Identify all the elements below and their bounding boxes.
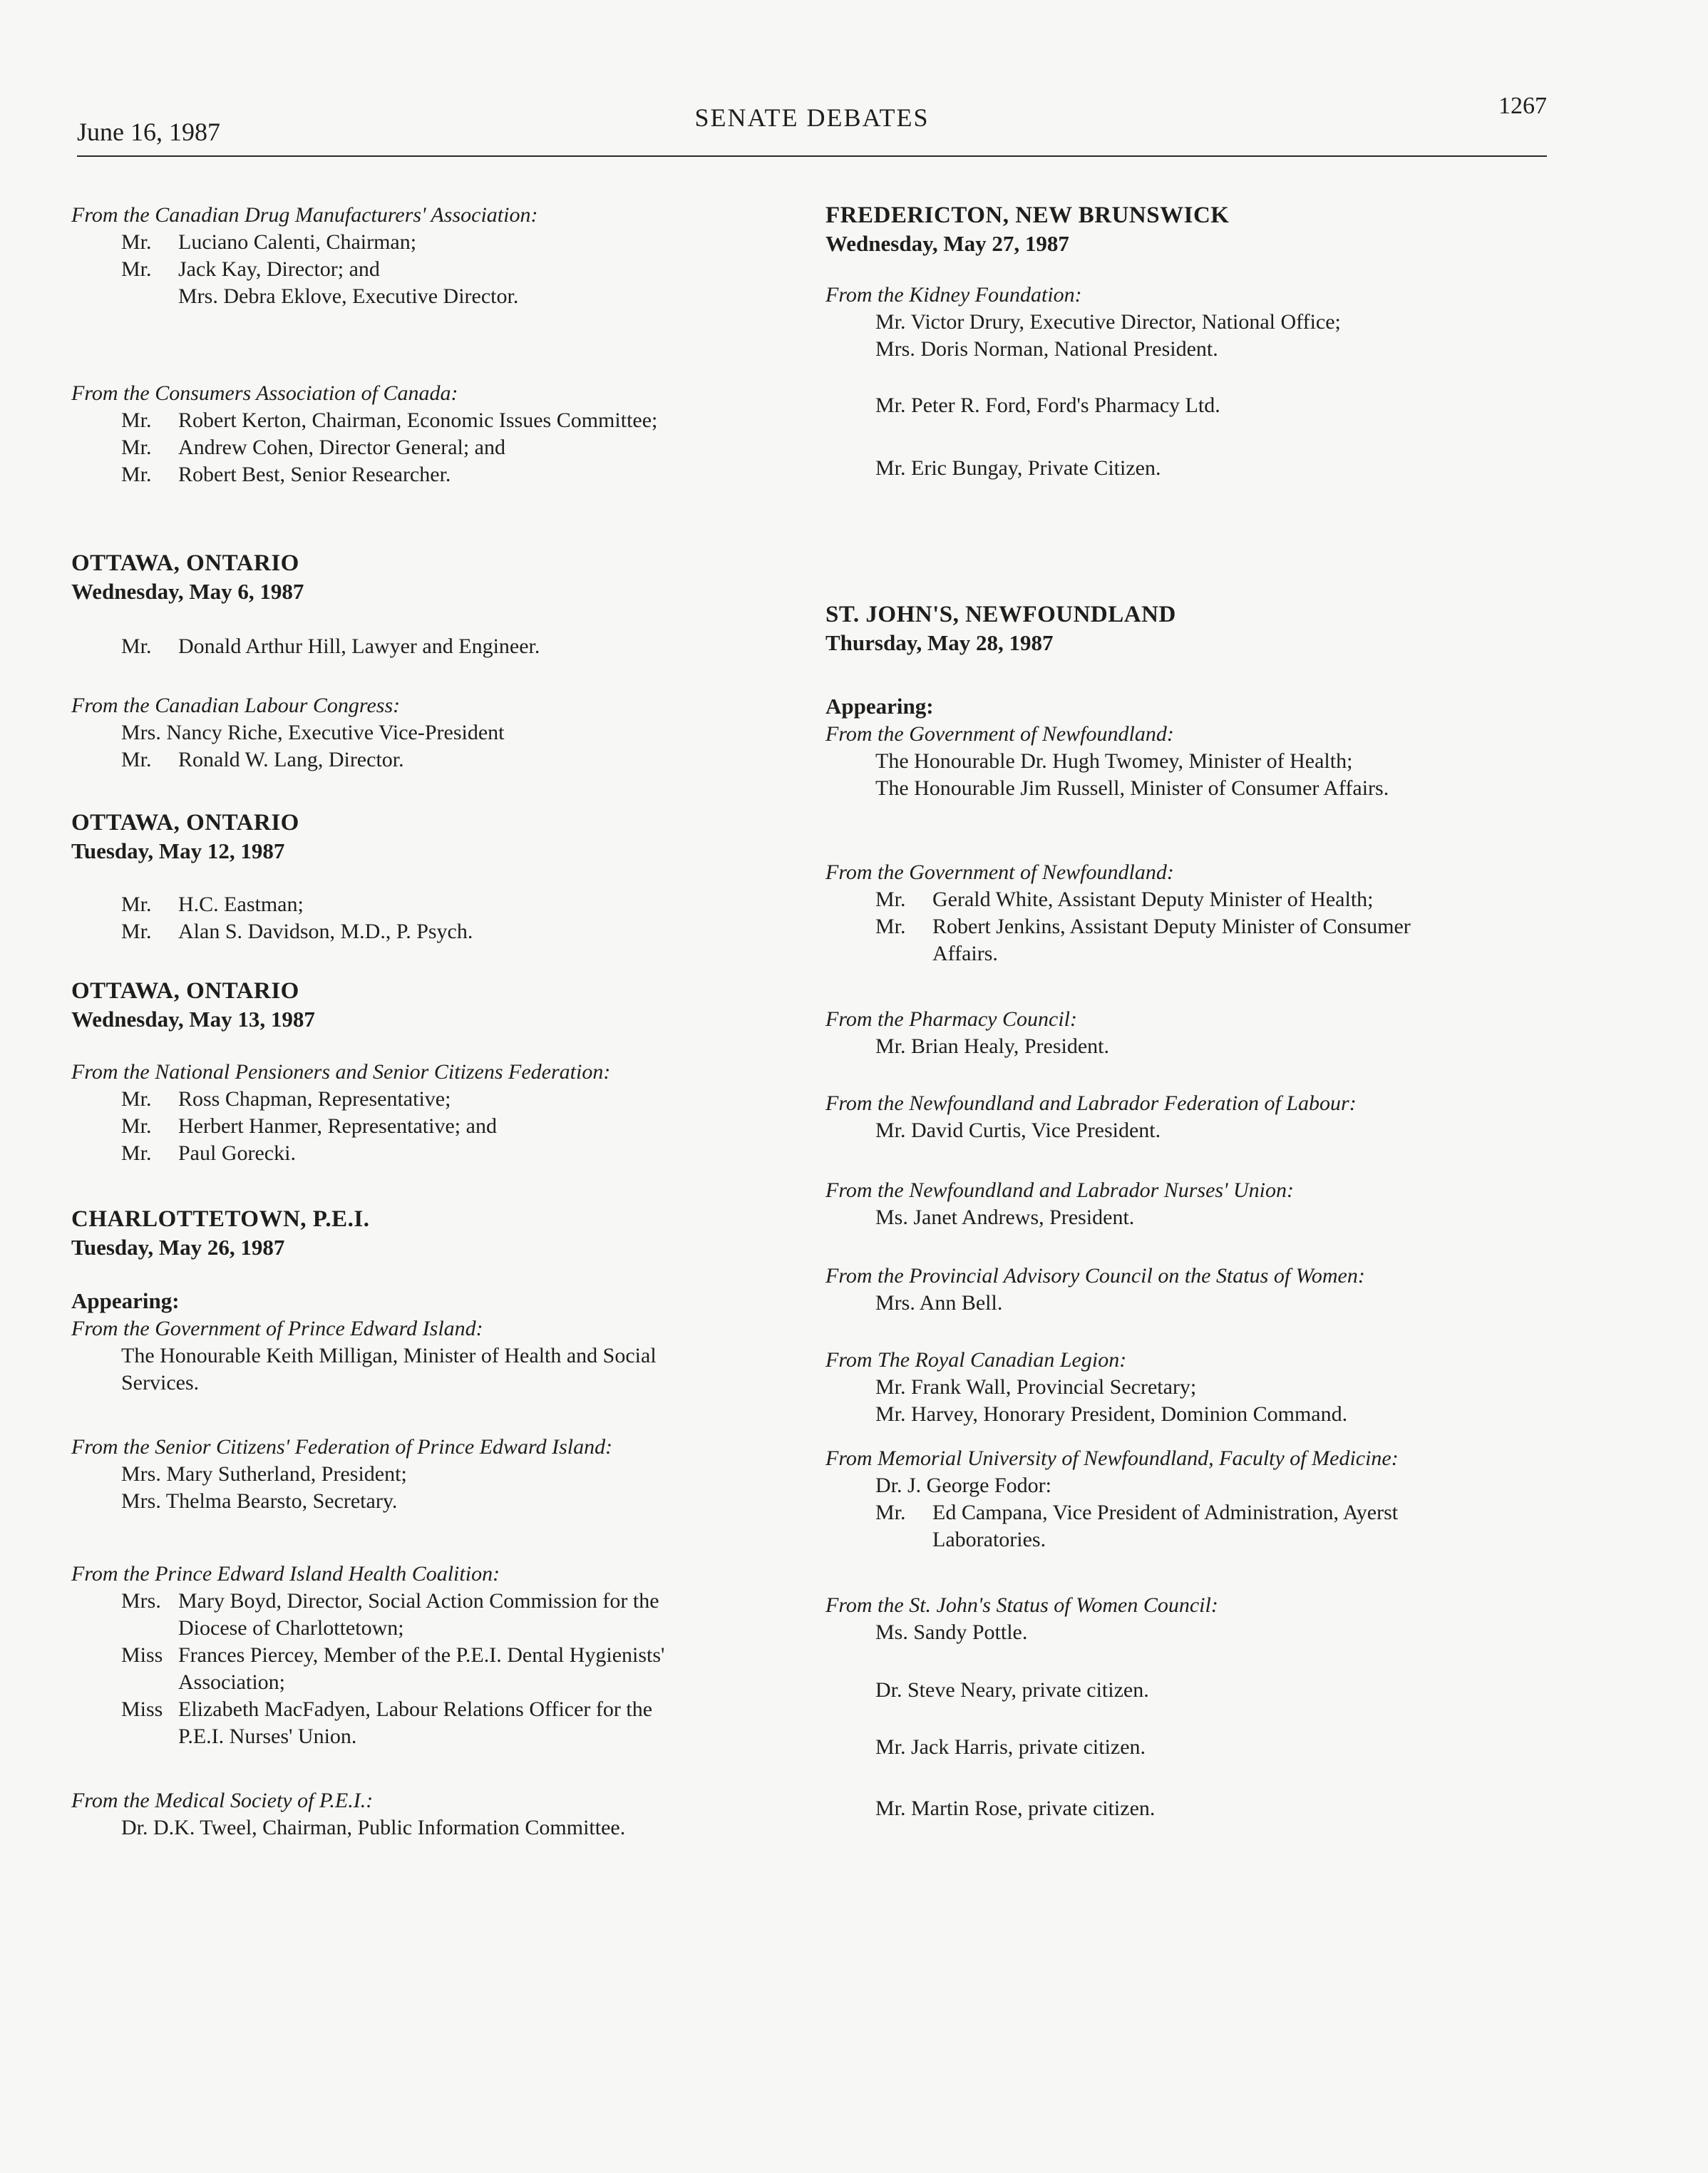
witness-name: Ms. Sandy Pottle. bbox=[875, 1620, 1028, 1644]
entry-block bbox=[71, 891, 827, 945]
witness-title: Mr. bbox=[121, 463, 152, 486]
witness-line bbox=[825, 775, 1595, 802]
entry-block bbox=[825, 392, 1595, 419]
witness-name: Dr. J. George Fodor: bbox=[875, 1474, 1051, 1497]
witness-name: Mr. Brian Healy, President. bbox=[875, 1034, 1109, 1058]
witness-title: Mr. bbox=[875, 888, 906, 911]
witness-name: Dr. Steve Neary, private citizen. bbox=[875, 1678, 1149, 1702]
witness-line bbox=[71, 1669, 827, 1696]
entry-block bbox=[825, 455, 1595, 482]
witness-name: Alan S. Davidson, M.D., P. Psych. bbox=[178, 920, 473, 943]
location-heading: CHARLOTTETOWN, P.E.I. bbox=[71, 1206, 370, 1232]
witness-name: Dr. D.K. Tweel, Chairman, Public Information Committee. bbox=[121, 1816, 626, 1839]
witness-name: Association; bbox=[178, 1670, 285, 1694]
witness-title: Mr. bbox=[121, 436, 152, 459]
location-heading: FREDERICTON, NEW BRUNSWICK bbox=[825, 202, 1230, 228]
witness-name: Mrs. Debra Eklove, Executive Director. bbox=[178, 284, 519, 308]
witness-line bbox=[71, 918, 827, 945]
organization-name: From the Kidney Foundation: bbox=[825, 283, 1082, 307]
witness-title: Mr. bbox=[121, 409, 152, 432]
witness-title: Mr. bbox=[121, 1141, 152, 1165]
hearing-date: Wednesday, May 6, 1987 bbox=[71, 579, 304, 604]
witness-line bbox=[825, 1734, 1595, 1761]
witness-name: Luciano Calenti, Chairman; bbox=[178, 230, 417, 254]
witness-name: Robert Kerton, Chairman, Economic Issues Committee; bbox=[178, 409, 658, 432]
witness-line bbox=[71, 461, 827, 488]
entry-block bbox=[825, 1795, 1595, 1822]
witness-line bbox=[71, 746, 827, 774]
entry-block bbox=[825, 1089, 1595, 1144]
witness-line bbox=[71, 1814, 827, 1841]
witness-title: Mr. bbox=[875, 1501, 906, 1524]
entry-block bbox=[71, 549, 827, 606]
witness-name: Mr. Harvey, Honorary President, Dominion Command. bbox=[875, 1402, 1348, 1426]
witness-title: Miss bbox=[121, 1643, 163, 1667]
entry-block bbox=[71, 692, 827, 774]
location-heading: OTTAWA, ONTARIO bbox=[71, 810, 299, 836]
hearing-date: Wednesday, May 27, 1987 bbox=[825, 231, 1069, 256]
witness-line bbox=[71, 1696, 827, 1723]
entry-block bbox=[825, 693, 1595, 802]
witness-name: Mr. Victor Drury, Executive Director, National Office; bbox=[875, 310, 1341, 334]
witness-title: Mr. bbox=[121, 635, 152, 658]
witness-line bbox=[71, 1615, 827, 1642]
witness-name: Mr. Jack Harris, private citizen. bbox=[875, 1735, 1146, 1759]
entry-block bbox=[825, 1005, 1595, 1060]
witness-title: Mr. bbox=[121, 920, 152, 943]
entry-block bbox=[71, 1787, 827, 1841]
entry-block bbox=[71, 633, 827, 660]
witness-title: Mr. bbox=[121, 1087, 152, 1111]
witness-line bbox=[71, 1642, 827, 1669]
witness-line bbox=[71, 256, 827, 283]
witness-name: Diocese of Charlottetown; bbox=[178, 1616, 404, 1640]
organization-name: From the Canadian Labour Congress: bbox=[71, 694, 401, 717]
witness-line bbox=[825, 336, 1595, 363]
page-number: 1267 bbox=[1498, 93, 1547, 119]
witness-name: Mrs. Mary Sutherland, President; bbox=[121, 1462, 407, 1486]
hearing-date: Tuesday, May 12, 1987 bbox=[71, 838, 285, 863]
entry-block bbox=[71, 808, 827, 865]
organization-name: From the Provincial Advisory Council on the Status of Women: bbox=[825, 1264, 1365, 1288]
witness-line bbox=[71, 1140, 827, 1167]
organization-name: From the Government of Prince Edward Island: bbox=[71, 1317, 483, 1340]
witness-name: Mr. Frank Wall, Provincial Secretary; bbox=[875, 1375, 1197, 1399]
page-header bbox=[77, 93, 1547, 157]
entry-block bbox=[825, 1444, 1595, 1553]
entry-block bbox=[825, 281, 1595, 363]
header-date: June 16, 1987 bbox=[77, 118, 220, 146]
witness-name: Mrs. Thelma Bearsto, Secretary. bbox=[121, 1489, 398, 1513]
organization-name: From the St. John's Status of Women Council: bbox=[825, 1593, 1218, 1617]
witness-name: Andrew Cohen, Director General; and bbox=[178, 436, 505, 459]
entry-block bbox=[71, 1058, 827, 1167]
witness-line bbox=[71, 633, 827, 660]
witness-line bbox=[825, 1795, 1595, 1822]
witness-line bbox=[825, 748, 1595, 775]
witness-name: Robert Jenkins, Assistant Deputy Minister of Consumer bbox=[932, 915, 1411, 938]
witness-line bbox=[71, 407, 827, 434]
organization-name: From the Medical Society of P.E.I.: bbox=[71, 1789, 374, 1812]
witness-line bbox=[825, 886, 1595, 913]
organization-name: From the Canadian Drug Manufacturers' Association: bbox=[71, 203, 538, 227]
witness-title: Mr. bbox=[121, 893, 152, 916]
entry-block bbox=[71, 1560, 827, 1750]
witness-name: The Honourable Jim Russell, Minister of Consumer Affairs. bbox=[875, 776, 1389, 800]
witness-title: Mr. bbox=[875, 915, 906, 938]
witness-line bbox=[825, 1472, 1595, 1499]
witness-name: Mrs. Ann Bell. bbox=[875, 1291, 1003, 1315]
entry-block bbox=[71, 379, 827, 488]
witness-title: Mrs. bbox=[121, 1589, 161, 1613]
organization-name: From the Newfoundland and Labrador Federation of Labour: bbox=[825, 1091, 1357, 1115]
witness-name: The Honourable Keith Milligan, Minister of Health and Social bbox=[121, 1344, 657, 1367]
witness-line bbox=[825, 1526, 1595, 1553]
witness-name: Mary Boyd, Director, Social Action Commission for the bbox=[178, 1589, 659, 1613]
witness-line bbox=[825, 913, 1595, 940]
entry-block bbox=[71, 1288, 827, 1397]
witness-line bbox=[71, 1342, 827, 1370]
witness-name: Mr. Eric Bungay, Private Citizen. bbox=[875, 456, 1161, 480]
entry-block bbox=[825, 1591, 1595, 1646]
witness-line bbox=[825, 1033, 1595, 1060]
witness-line bbox=[71, 1086, 827, 1113]
witness-name: Ms. Janet Andrews, President. bbox=[875, 1206, 1135, 1229]
witness-name: Jack Kay, Director; and bbox=[178, 257, 380, 281]
witness-name: Elizabeth MacFadyen, Labour Relations Officer for the bbox=[178, 1697, 653, 1721]
witness-name: Mrs. Doris Norman, National President. bbox=[875, 337, 1218, 361]
witness-name: Herbert Hanmer, Representative; and bbox=[178, 1114, 497, 1138]
witness-name: Paul Gorecki. bbox=[178, 1141, 296, 1165]
witness-name: Mr. Peter R. Ford, Ford's Pharmacy Ltd. bbox=[875, 394, 1220, 417]
location-heading: OTTAWA, ONTARIO bbox=[71, 978, 299, 1004]
entry-block bbox=[71, 1205, 827, 1262]
entry-block bbox=[825, 1262, 1595, 1317]
witness-line bbox=[825, 455, 1595, 482]
entry-block bbox=[825, 1677, 1595, 1704]
location-heading: ST. JOHN'S, NEWFOUNDLAND bbox=[825, 602, 1176, 627]
witness-name: Laboratories. bbox=[932, 1528, 1046, 1551]
witness-line bbox=[71, 1723, 827, 1750]
witness-line bbox=[71, 1461, 827, 1488]
hearing-date: Wednesday, May 13, 1987 bbox=[71, 1007, 315, 1032]
witness-line bbox=[71, 434, 827, 461]
header-title: SENATE DEBATES bbox=[694, 103, 930, 132]
witness-name: Donald Arthur Hill, Lawyer and Engineer. bbox=[178, 635, 540, 658]
appearing-label: Appearing: bbox=[825, 694, 934, 719]
appearing-label: Appearing: bbox=[71, 1288, 180, 1313]
witness-line bbox=[71, 719, 827, 746]
organization-name: From The Royal Canadian Legion: bbox=[825, 1348, 1127, 1372]
witness-title: Mr. bbox=[121, 748, 152, 771]
entry-block bbox=[825, 201, 1595, 258]
witness-name: Ross Chapman, Representative; bbox=[178, 1087, 451, 1111]
witness-line bbox=[825, 1290, 1595, 1317]
witness-name: Mrs. Nancy Riche, Executive Vice-President bbox=[121, 721, 505, 744]
witness-name: H.C. Eastman; bbox=[178, 893, 304, 916]
entry-block bbox=[71, 1433, 827, 1515]
organization-name: From the Government of Newfoundland: bbox=[825, 861, 1174, 884]
witness-name: Ed Campana, Vice President of Administration, Ayerst bbox=[932, 1501, 1399, 1524]
witness-name: Affairs. bbox=[932, 942, 998, 965]
hearing-date: Tuesday, May 26, 1987 bbox=[71, 1235, 285, 1260]
hearing-date: Thursday, May 28, 1987 bbox=[825, 630, 1054, 655]
witness-line bbox=[825, 309, 1595, 336]
witness-line bbox=[71, 1113, 827, 1140]
witness-name: The Honourable Dr. Hugh Twomey, Minister of Health; bbox=[875, 749, 1353, 773]
organization-name: From Memorial University of Newfoundland, Faculty of Medicine: bbox=[825, 1447, 1399, 1470]
witness-line bbox=[825, 1677, 1595, 1704]
entry-block bbox=[825, 858, 1595, 967]
witness-line bbox=[825, 1401, 1595, 1428]
entry-block bbox=[71, 201, 827, 310]
witness-name: Mr. David Curtis, Vice President. bbox=[875, 1119, 1161, 1142]
entry-block bbox=[71, 977, 827, 1034]
witness-line bbox=[825, 940, 1595, 967]
organization-name: From the Pharmacy Council: bbox=[825, 1007, 1077, 1031]
entry-block bbox=[825, 1734, 1595, 1761]
witness-name: Ronald W. Lang, Director. bbox=[178, 748, 404, 771]
witness-line bbox=[71, 1588, 827, 1615]
witness-title: Mr. bbox=[121, 257, 152, 281]
witness-line bbox=[71, 229, 827, 256]
organization-name: From the Government of Newfoundland: bbox=[825, 722, 1174, 746]
organization-name: From the Senior Citizens' Federation of Prince Edward Island: bbox=[71, 1435, 613, 1459]
witness-line bbox=[71, 891, 827, 918]
witness-line bbox=[825, 1117, 1595, 1144]
witness-name: Gerald White, Assistant Deputy Minister of Health; bbox=[932, 888, 1374, 911]
witness-line bbox=[71, 1488, 827, 1515]
witness-line bbox=[825, 1204, 1595, 1231]
witness-line bbox=[825, 1619, 1595, 1646]
organization-name: From the Consumers Association of Canada: bbox=[71, 381, 458, 405]
organization-name: From the National Pensioners and Senior Citizens Federation: bbox=[71, 1060, 611, 1084]
witness-line bbox=[825, 1374, 1595, 1401]
organization-name: From the Newfoundland and Labrador Nurses' Union: bbox=[825, 1178, 1294, 1202]
entry-block bbox=[825, 1176, 1595, 1231]
witness-line bbox=[71, 1370, 827, 1397]
witness-title: Mr. bbox=[121, 230, 152, 254]
witness-title: Mr. bbox=[121, 1114, 152, 1138]
entry-block bbox=[825, 600, 1595, 657]
witness-title: Miss bbox=[121, 1697, 163, 1721]
witness-line bbox=[71, 283, 827, 310]
witness-name: Robert Best, Senior Researcher. bbox=[178, 463, 451, 486]
witness-line bbox=[825, 392, 1595, 419]
entry-block bbox=[825, 1346, 1595, 1428]
witness-name: Services. bbox=[121, 1371, 200, 1394]
location-heading: OTTAWA, ONTARIO bbox=[71, 550, 299, 576]
witness-name: P.E.I. Nurses' Union. bbox=[178, 1725, 357, 1748]
witness-line bbox=[825, 1499, 1595, 1526]
witness-name: Mr. Martin Rose, private citizen. bbox=[875, 1797, 1156, 1820]
witness-name: Frances Piercey, Member of the P.E.I. Dental Hygienists' bbox=[178, 1643, 665, 1667]
organization-name: From the Prince Edward Island Health Coalition: bbox=[71, 1562, 500, 1586]
